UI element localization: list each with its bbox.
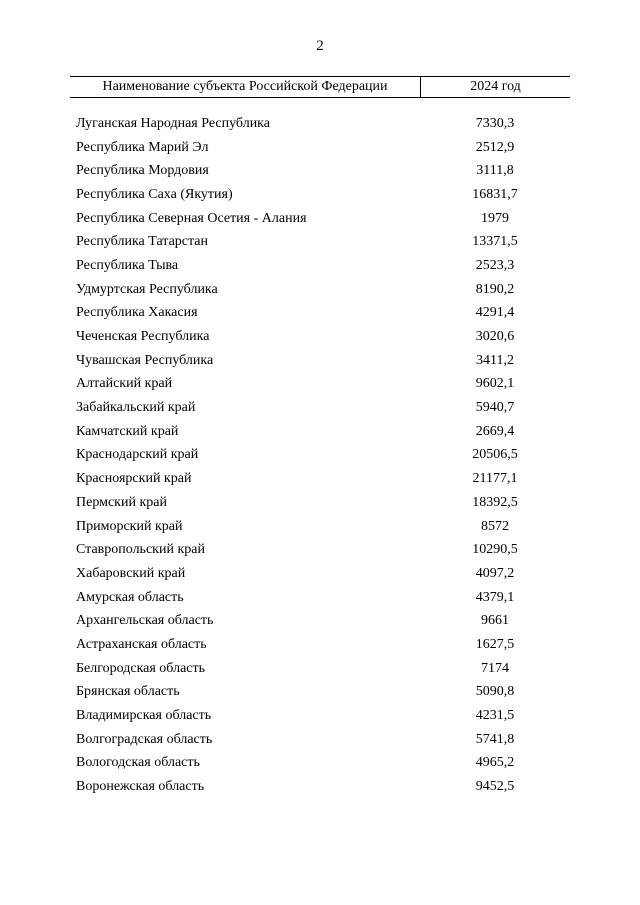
value-cell: 1979: [481, 210, 509, 226]
subject-name-cell: Камчатский край: [76, 423, 179, 439]
value-cell: 9452,5: [475, 779, 515, 795]
table-row: [76, 325, 576, 349]
value-cell: 3111,8: [476, 163, 514, 179]
value-cell: 16831,7: [472, 186, 518, 202]
value-cell: 4231,5: [475, 708, 515, 724]
value-cell: 4291,4: [475, 305, 515, 321]
subject-name-cell: Республика Марий Эл: [76, 139, 209, 155]
subject-name-cell: Республика Тыва: [76, 257, 179, 273]
subject-name-cell: Республика Северная Осетия - Алания: [76, 210, 307, 226]
subject-name-cell: Чувашская Республика: [76, 352, 214, 368]
table-row: [76, 278, 576, 302]
subject-name-cell: Республика Татарстан: [76, 234, 209, 250]
subject-name-cell: Приморский край: [76, 518, 183, 534]
column-header-year: 2024 год: [470, 79, 521, 94]
table-row: [76, 704, 576, 728]
subject-name-cell: Владимирская область: [76, 708, 212, 724]
value-cell: 5940,7: [475, 400, 515, 416]
table-row: [76, 681, 576, 705]
subject-name-cell: Вологодская область: [76, 755, 200, 771]
table-header: [70, 76, 570, 98]
value-cell: 10290,5: [472, 542, 518, 558]
table-row: [76, 775, 576, 799]
value-cell: 13371,5: [472, 234, 518, 250]
table-row: [76, 136, 576, 160]
subject-name-cell: Брянская область: [76, 684, 180, 700]
table-row: [76, 752, 576, 776]
column-header-subject: Наименование субъекта Российской Федерации: [70, 77, 421, 97]
table-row: [76, 112, 576, 136]
subject-name-cell: Удмуртская Республика: [76, 281, 218, 297]
table-row: [76, 207, 576, 231]
table-row: [76, 183, 576, 207]
subject-name-cell: Краснодарский край: [76, 447, 199, 463]
value-cell: 2669,4: [475, 423, 515, 439]
value-cell: 20506,5: [472, 447, 518, 463]
subject-name-cell: Забайкальский край: [76, 400, 196, 416]
value-cell: 5090,8: [475, 684, 515, 700]
table-row: [76, 538, 576, 562]
value-cell: 8190,2: [475, 281, 515, 297]
value-cell: 4965,2: [475, 755, 515, 771]
table-row: [76, 349, 576, 373]
value-cell: 4379,1: [475, 589, 515, 605]
table-row: [76, 562, 576, 586]
value-cell: 21177,1: [472, 471, 518, 487]
subject-name-cell: Амурская область: [76, 589, 184, 605]
table-row: [76, 302, 576, 326]
subject-name-cell: Воронежская область: [76, 779, 205, 795]
value-cell: 4097,2: [475, 565, 515, 581]
table-row: [76, 609, 576, 633]
table-row: [76, 491, 576, 515]
value-cell: 7330,3: [475, 115, 515, 131]
value-cell: 5741,8: [475, 731, 515, 747]
table-row: [76, 467, 576, 491]
table-row: [76, 657, 576, 681]
value-cell: 1627,5: [475, 636, 515, 652]
value-cell: 2523,3: [475, 257, 515, 273]
value-cell: 2512,9: [475, 139, 515, 155]
table-row: [76, 373, 576, 397]
subject-name-cell: Красноярский край: [76, 471, 192, 487]
table-row: [76, 515, 576, 539]
subject-name-cell: Чеченская Республика: [76, 329, 210, 345]
subject-name-cell: Луганская Народная Республика: [76, 115, 270, 131]
table-row: [76, 230, 576, 254]
subject-name-cell: Астраханская область: [76, 636, 207, 652]
subject-name-cell: Белгородская область: [76, 660, 206, 676]
table-row: [76, 254, 576, 278]
subject-name-cell: Архангельская область: [76, 613, 214, 629]
subject-name-cell: Республика Хакасия: [76, 305, 198, 321]
value-cell: 9602,1: [475, 376, 515, 392]
subject-name-cell: Республика Мордовия: [76, 163, 209, 179]
table-body: [76, 112, 576, 799]
table-row: [76, 420, 576, 444]
value-cell: 7174: [481, 660, 509, 676]
subject-name-cell: Волгоградская область: [76, 731, 213, 747]
value-cell: 18392,5: [472, 494, 518, 510]
value-cell: 8572: [481, 518, 509, 534]
table-row: [76, 728, 576, 752]
page-number: 2: [316, 38, 324, 54]
value-cell: 3411,2: [476, 352, 514, 368]
table-row: [76, 586, 576, 610]
subject-name-cell: Ставропольский край: [76, 542, 205, 558]
value-cell: 9661: [481, 613, 509, 629]
table-row: [76, 444, 576, 468]
table-row: [76, 633, 576, 657]
table-row: [76, 396, 576, 420]
subject-name-cell: Алтайский край: [76, 376, 173, 392]
subject-name-cell: Пермский край: [76, 494, 167, 510]
subject-name-cell: Хабаровский край: [76, 565, 186, 581]
subject-name-cell: Республика Саха (Якутия): [76, 186, 233, 202]
value-cell: 3020,6: [475, 329, 515, 345]
table-row: [76, 159, 576, 183]
